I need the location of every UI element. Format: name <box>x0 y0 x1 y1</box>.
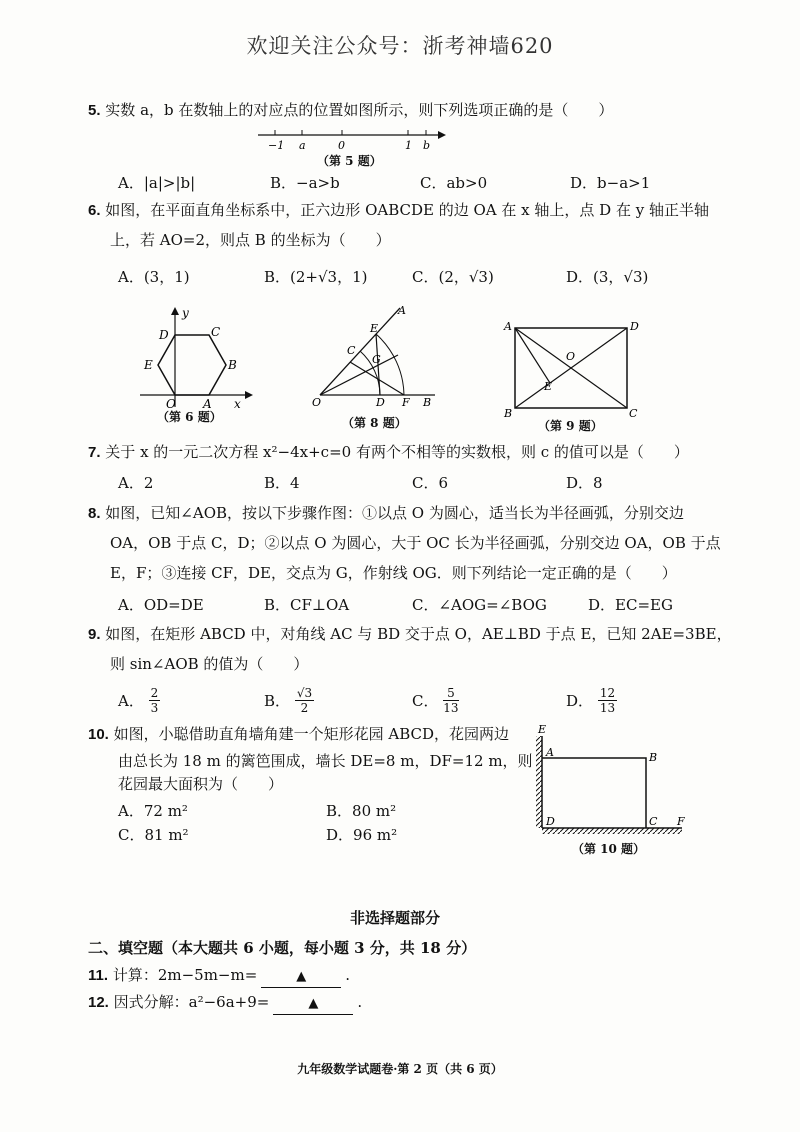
question-12: 12. 因式分解：a²−6a+9= ▲ . <box>88 992 362 1015</box>
ray-og <box>320 355 398 395</box>
figure-caption: （第 5 题） <box>317 154 382 168</box>
svg-text:A: A <box>504 320 512 333</box>
svg-text:O: O <box>566 350 576 363</box>
question-text: 实数 a，b 在数轴上的对应点的位置如图所示，则下列选项正确的是（ ） <box>105 101 614 119</box>
option-d[interactable]: D．EC=EG <box>588 596 673 614</box>
option-a[interactable]: A．2 <box>118 474 154 492</box>
svg-text:B: B <box>649 751 658 764</box>
garden-figure <box>530 722 690 837</box>
option-a[interactable]: A．|a|>|b| <box>118 174 196 192</box>
question-10 <box>88 724 509 745</box>
axis-label: 1 <box>405 139 412 152</box>
option-d[interactable]: D．b−a>1 <box>570 174 651 192</box>
axis-label: b <box>423 139 431 152</box>
question-9 <box>88 624 732 645</box>
ground-hatching <box>542 828 682 834</box>
question-number: 10. <box>88 726 109 743</box>
svg-text:G: G <box>372 353 381 366</box>
part-two-heading: 二、填空题（本大题共 6 小题，每小题 3 分，共 18 分） <box>88 939 477 957</box>
question-text-cont: 由总长为 18 m 的篱笆围成，墙长 DE=8 m，DF=12 m，则 <box>118 752 533 770</box>
svg-text:B: B <box>228 358 237 372</box>
option-d[interactable]: D．8 <box>566 474 603 492</box>
option-c[interactable]: C．∠AOG=∠BOG <box>412 596 547 614</box>
fraction-denominator: 13 <box>443 701 459 715</box>
svg-text:C: C <box>211 325 221 339</box>
svg-text:A: A <box>203 397 212 411</box>
answer-blank[interactable]: ▲ <box>273 994 353 1015</box>
rectangle-figure <box>500 318 650 418</box>
option-a[interactable]: A．72 m² <box>118 802 188 820</box>
segment-ae <box>515 328 550 383</box>
axis-label: a <box>299 139 306 152</box>
svg-text:A: A <box>546 746 554 759</box>
fraction-numerator: 12 <box>599 686 616 700</box>
svg-text:D: D <box>159 328 169 342</box>
fraction-denominator: 3 <box>150 701 159 715</box>
number-line-figure <box>250 125 450 155</box>
hexagon-figure <box>135 305 255 415</box>
question-text: 如图，在矩形 ABCD 中，对角线 AC 与 BD 交于点 O，AE⊥BD 于点 E，已知 2AE=3BE， <box>105 625 732 643</box>
svg-text:E: E <box>144 358 153 372</box>
question-text-cont: OA，OB 于点 C，D；②以点 O 为圆心，大于 OC 长为半径画弧，分别交边 OA，OB 于点 <box>110 534 721 552</box>
question-text-cont: 花园最大面积为（ ） <box>118 775 284 793</box>
svg-text:A: A <box>398 304 406 317</box>
question-number: 9. <box>88 626 101 643</box>
option-c[interactable]: C．81 m² <box>118 826 189 844</box>
option-c[interactable]: C．(2，√3) <box>412 268 494 286</box>
question-text-cont: 则 sin∠AOB 的值为（ ） <box>110 655 309 673</box>
svg-text:C: C <box>347 344 356 357</box>
question-text: 如图，在平面直角坐标系中，正六边形 OABCDE 的边 OA 在 x 轴上，点 D 在 y 轴正半轴 <box>105 201 709 219</box>
svg-text:E: E <box>370 322 379 335</box>
svg-text:D: D <box>546 815 555 828</box>
option-c[interactable]: C．ab>0 <box>420 174 488 192</box>
question-number: 12. <box>88 994 109 1011</box>
svg-text:F: F <box>677 815 685 828</box>
question-11: 11. 计算：2m−5m−m= ▲ . <box>88 965 350 988</box>
question-number: 5. <box>88 102 101 119</box>
question-number: 8. <box>88 505 101 522</box>
question-text: 如图，已知∠AOB，按以下步骤作图：①以点 O 为圆心，适当长为半径画弧，分别交边 <box>105 504 684 522</box>
svg-text:E: E <box>538 723 547 736</box>
option-c[interactable]: C．6 <box>412 474 449 492</box>
angle-bisector-figure <box>310 300 440 410</box>
option-b[interactable]: B．(2+√3，1) <box>264 268 368 286</box>
svg-text:D: D <box>376 396 385 409</box>
arrow-icon <box>171 307 179 315</box>
question-text-cont: E，F；③连接 CF，DE，交点为 G，作射线 OG．则下列结论一定正确的是（ ） <box>110 564 677 582</box>
option-b[interactable]: B． $\frac{√3}{2}$ <box>264 686 313 715</box>
option-b[interactable]: B．80 m² <box>326 802 397 820</box>
option-b[interactable]: B．4 <box>264 474 300 492</box>
option-d[interactable]: D．(3，√3) <box>566 268 649 286</box>
arrow-icon <box>245 391 253 399</box>
svg-text:y: y <box>182 306 189 320</box>
option-b[interactable]: B．−a>b <box>270 174 340 192</box>
option-d[interactable]: D．96 m² <box>326 826 398 844</box>
question-number: 7. <box>88 444 101 461</box>
option-a[interactable]: A．(3，1) <box>118 268 190 286</box>
option-d[interactable]: D． $\frac{12}{13}$ <box>566 686 616 715</box>
fraction-denominator: 13 <box>599 701 616 715</box>
fraction-numerator: √3 <box>296 686 313 700</box>
answer-blank[interactable]: ▲ <box>261 967 341 988</box>
figure-caption: （第 8 题） <box>342 416 407 430</box>
fence-abc <box>542 758 646 828</box>
page-header: 欢迎关注公众号：浙考神墙620 <box>246 34 554 58</box>
axis-label: −1 <box>268 139 285 152</box>
svg-text:C: C <box>629 407 638 420</box>
section-title: 非选择题部分 <box>350 909 441 927</box>
arrow-icon <box>438 131 446 139</box>
figure-caption: （第 10 题） <box>572 842 646 856</box>
question-text: 关于 x 的一元二次方程 x²−4x+c=0 有两个不相等的实数根，则 c 的值可以是（ ） <box>105 443 689 461</box>
axis-label: 0 <box>338 139 345 152</box>
svg-text:O: O <box>166 397 176 411</box>
question-text-cont: 上，若 AO=2，则点 B 的坐标为（ ） <box>110 231 391 249</box>
svg-text:C: C <box>649 815 658 828</box>
hexagon-shape <box>158 335 226 395</box>
svg-text:x: x <box>234 397 241 411</box>
fraction-numerator: 2 <box>150 686 159 700</box>
wall-hatching <box>536 736 542 828</box>
question-text: 计算：2m−5m−m= <box>112 966 258 984</box>
figure-caption: （第 9 题） <box>538 419 603 433</box>
option-b[interactable]: B．CF⊥OA <box>264 596 350 614</box>
question-text: 因式分解：a²−6a+9= <box>113 993 270 1011</box>
option-a[interactable]: A． $\frac{2}{3}$ <box>118 686 159 715</box>
question-7 <box>88 442 689 463</box>
svg-text:B: B <box>423 396 432 409</box>
svg-text:D: D <box>630 320 639 333</box>
question-number: 6. <box>88 202 101 219</box>
svg-text:O: O <box>312 396 322 409</box>
question-8 <box>88 503 684 524</box>
question-6 <box>88 200 709 221</box>
svg-text:E: E <box>544 380 553 393</box>
option-c[interactable]: C． $\frac{5}{13}$ <box>412 686 459 715</box>
figure-caption: （第 6 题） <box>157 410 222 424</box>
question-text: 如图，小聪借助直角墙角建一个矩形花园 ABCD，花园两边 <box>113 725 510 743</box>
question-number: 11. <box>88 967 109 984</box>
question-5 <box>88 100 613 121</box>
option-a[interactable]: A．OD=DE <box>118 596 204 614</box>
fraction-numerator: 5 <box>443 686 458 701</box>
svg-text:B: B <box>504 407 513 420</box>
svg-text:F: F <box>402 396 410 409</box>
fraction-denominator: 2 <box>300 701 309 715</box>
page-footer: 九年级数学试题卷·第 2 页（共 6 页） <box>297 1062 503 1076</box>
